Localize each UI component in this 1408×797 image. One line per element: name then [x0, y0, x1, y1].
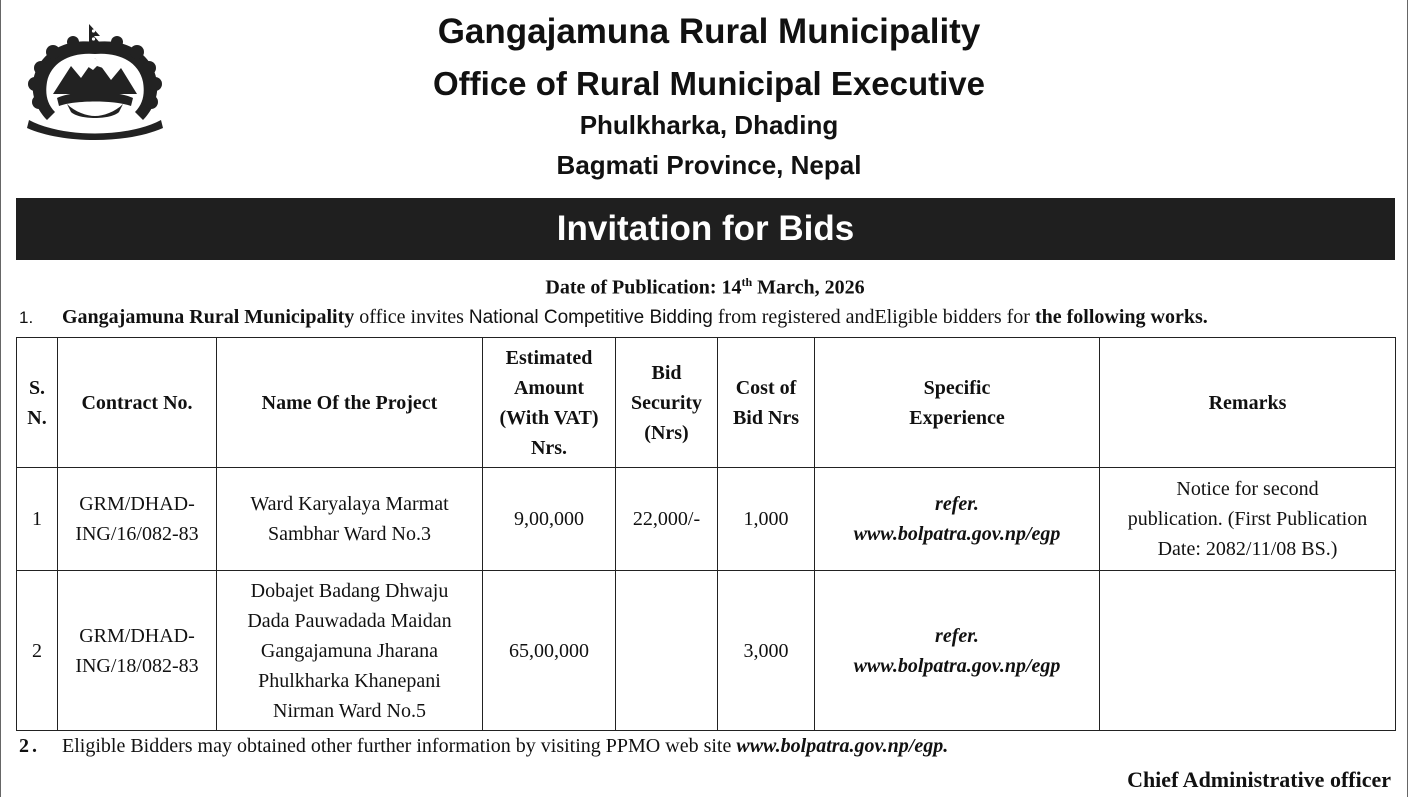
office-province: Bagmati Province, Nepal	[556, 150, 862, 180]
header-security: Bid Security (Nrs)	[616, 338, 718, 468]
cell-experience: refer. www.bolpatra.gov.np/egp	[815, 571, 1100, 731]
cell-remarks	[1100, 571, 1396, 731]
experience-link[interactable]: www.bolpatra.gov.np/egp	[853, 523, 1061, 545]
header-cost: Cost of Bid Nrs	[718, 338, 815, 468]
office-title: Office of Rural Municipal Executive	[433, 65, 985, 102]
cell-sn: 2	[17, 571, 58, 731]
table-row	[17, 468, 1396, 571]
publication-date	[1, 275, 1408, 300]
notice-banner: Invitation for Bids	[16, 198, 1395, 260]
office-location: Phulkharka, Dhading	[579, 110, 839, 140]
header-experience: Specific Experience	[815, 338, 1100, 468]
paragraph-text-a: office invites	[354, 306, 469, 328]
experience-link[interactable]: www.bolpatra.gov.np/egp	[853, 654, 1061, 677]
bidding-type: National Competitive Bidding	[468, 307, 713, 328]
cell-project: Ward Karyalaya Marmat Sambhar Ward No.3	[217, 468, 483, 571]
publication-date-suffix: th	[741, 275, 753, 289]
signoff: Chief Administrative officer	[1127, 767, 1391, 792]
header-remarks: Remarks	[1100, 338, 1396, 468]
cell-contract: GRM/DHAD- ING/18/082-83	[58, 571, 217, 731]
invitation-paragraph	[19, 306, 1208, 329]
cell-cost: 1,000	[718, 468, 815, 571]
publication-label: Date of Publication: 14	[545, 276, 742, 299]
cell-project: Dobajet Badang Dhwaju Dada Pauwadada Maidan Gangajamuna Jharana Phulkharka Khanepani Nirman Ward No.5	[217, 571, 483, 731]
cell-security: 22,000/-	[616, 468, 718, 571]
info-text: Eligible Bidders may obtained other further information by visiting PPMO web site	[62, 735, 737, 757]
header-sn: S. N.	[17, 338, 58, 468]
cell-cost: 3,000	[718, 571, 815, 731]
cell-contract: GRM/DHAD- ING/16/082-83	[58, 468, 217, 571]
paragraph-number: 1.	[19, 308, 34, 327]
cell-estimate: 65,00,000	[483, 571, 616, 731]
paragraph-emphasis: the following works.	[1034, 306, 1208, 328]
cell-remarks: Notice for second publication. (First Publication Date: 2082/11/08 BS.)	[1100, 468, 1396, 571]
paragraph-number: 2.	[19, 735, 40, 757]
cell-experience: refer. www.bolpatra.gov.np/egp	[815, 468, 1100, 571]
info-paragraph	[19, 735, 948, 758]
municipality-title: Gangajamuna Rural Municipality	[437, 12, 981, 51]
paragraph-text-b: from registered andEligible bidders for	[712, 306, 1035, 328]
header-estimate: Estimated Amount (With VAT) Nrs.	[483, 338, 616, 468]
header-project: Name Of the Project	[217, 338, 483, 468]
bids-table	[16, 337, 1396, 731]
ppmo-link[interactable]: www.bolpatra.gov.np/egp.	[736, 735, 949, 757]
publication-date-rest: March, 2026	[752, 276, 865, 299]
cell-security	[616, 571, 718, 731]
cell-estimate: 9,00,000	[483, 468, 616, 571]
org-name: Gangajamuna Rural Municipality	[62, 306, 355, 328]
header-contract: Contract No.	[58, 338, 217, 468]
cell-sn: 1	[17, 468, 58, 571]
table-header-row	[17, 338, 1396, 468]
table-row	[17, 571, 1396, 731]
